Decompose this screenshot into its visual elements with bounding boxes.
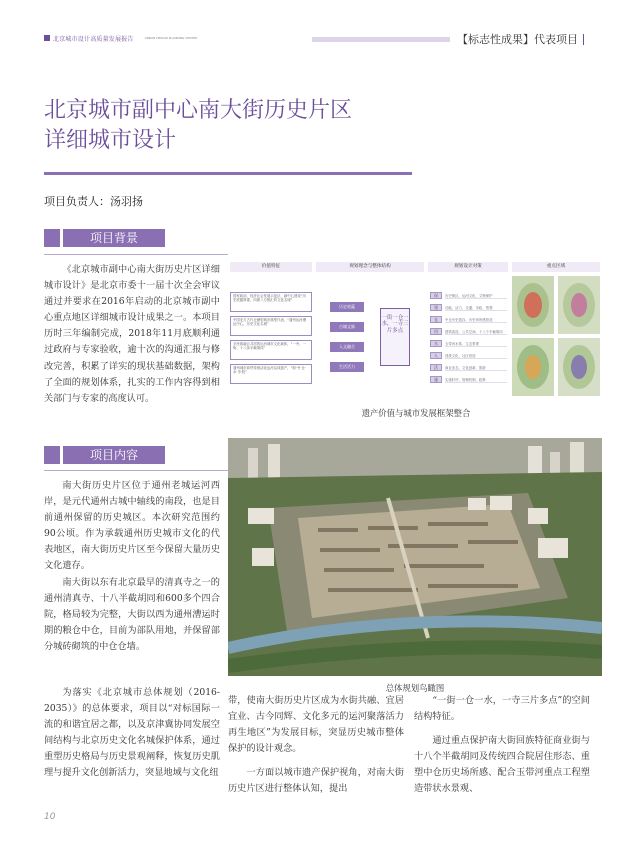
header-bar: [312, 37, 450, 42]
bottom-col-2a-text: 带，使南大街历史片区成为水街共融、宜居宜业、古今同辉、文化多元的运河聚落活力再生地区”为发展目标，突显历史城市整体保护的设计观念。: [228, 695, 404, 755]
strategy-row: 中仓历史遗存、历史场所感营造: [445, 317, 507, 323]
strategy-tag: 人: [430, 352, 442, 359]
strategy-row: 建筑改造、公共空间、十八个半截胡同: [445, 329, 507, 335]
section-tab: [44, 229, 60, 247]
bottom-col-3: [414, 693, 590, 798]
strategy-row: 回族文化、社区营造: [445, 353, 507, 359]
header-left-text: 北京城市设计高质量发展报告: [53, 35, 134, 43]
value-cell-4: 通州城市商贸传统活化运河沿线遗产，“街·寺·仓·水·市·院”: [230, 364, 312, 384]
value-cell-2: 中国北方古代仓储型城市典型代表，“通州运河漕运中心，历史文化名城”: [230, 316, 312, 336]
strategy-tag: 水: [430, 340, 442, 347]
title-rule: [44, 172, 412, 175]
strategy-row: 历史街区、运河文化、文物保护: [445, 293, 507, 299]
strategy-row: 实施时序、管理机制、政策: [445, 377, 507, 383]
running-header-left: [44, 33, 215, 43]
diagram-header-value: 价值特征: [230, 262, 312, 272]
bottom-col-1: [44, 685, 220, 782]
section-tab: [44, 446, 60, 464]
bottom-col-3b-text: 通过重点保护南大街回族特征商业街与十八个半截胡同及传统四合院居住形态、重塑中仓历史场所感、配合玉带河重点工程塑造带状水景观、: [414, 735, 590, 795]
strategy-tag: 建: [430, 304, 442, 311]
bottom-col-1-text: 为落实《北京城市总体规划（2016-2035）》的总体要求，项目以“对标国际一流的和谐宜居之都，以及京津冀协同发展空间结构与北京历史文化名城保护体系，通过重塑历史格局与历史景观阐释，恢复历史肌理与提升文化创新活力，突显地域与文化纽: [44, 687, 220, 779]
framework-diagram: [230, 262, 602, 400]
structure-box: 一街一仓一水，一寺三片多点: [380, 308, 410, 366]
header-right-divider: [583, 34, 584, 45]
strategy-tag: 活: [430, 364, 442, 371]
strategy-row: 商业业态、文化创新、旅游: [445, 365, 507, 371]
background-paragraph: [44, 262, 220, 407]
content-paragraphs: [44, 478, 220, 655]
concept-box-4: 生活活力: [330, 362, 364, 372]
diagram-header-strategy: 规划设计对策: [428, 262, 508, 272]
section-label-background: 项目背景: [63, 229, 165, 247]
strategy-tag: 施: [430, 376, 442, 383]
concept-box-3: 人文融合: [330, 342, 364, 352]
figure2-caption: 总体规划鸟瞰图: [385, 683, 445, 693]
strategy-tag: 仓: [430, 316, 442, 323]
value-cell-3: 多民族融合共居的运河城市文化载体，“一寺、一街、十八条半截胡同”: [230, 340, 312, 360]
section-heading-background: [44, 229, 165, 247]
article-title: [44, 96, 464, 156]
header-left-subtext: URBAN DESIGN PLANNING CENTER: [144, 36, 198, 40]
title-line-1: 北京城市副中心南大街历史片区: [44, 98, 353, 123]
header-square-icon: [44, 35, 50, 41]
concept-box-2: 古城文脉: [330, 322, 364, 332]
bottom-col-2: [228, 693, 404, 798]
header-right-text: 【标志性成果】代表项目: [457, 33, 578, 46]
diagram-header-concept: 规划理念与整体结构: [316, 262, 424, 272]
running-header-right: [457, 31, 584, 47]
page-number: 10: [44, 812, 56, 822]
title-line-2: 详细城市设计: [44, 128, 177, 153]
section-label-content: 项目内容: [63, 446, 165, 464]
value-cell-1: 国家政治、经济社会发展示范区，副中心建设“历史底蕴厚重，四面八方相汇的文化名城”: [230, 292, 312, 312]
concept-box-1: 历史底蕴: [330, 302, 364, 312]
bottom-col-3a-text: “一街一仓一水，一寺三片多点”的空间结构特征。: [414, 695, 590, 723]
section-underline: [44, 254, 228, 255]
section-heading-content: [44, 446, 165, 464]
content-paragraph-1: 南大街历史片区位于通州老城运河西岸，是元代通州古城中轴线的南段，也是目前通州保留的历史城区。本次研究范围约90公顷。作为承载通州历史城市文化的代表地区，南大街历史片区至今保留大量历史文化遗存。: [44, 480, 220, 572]
diagram-header-area: 重点区域: [512, 262, 600, 272]
strategy-tag: 保: [430, 292, 442, 299]
figure1-caption: 遗产价值与城市发展框架整合: [361, 408, 471, 418]
project-lead: 项目负责人：汤羽扬: [44, 195, 143, 208]
strategy-tag: 用: [430, 328, 442, 335]
content-paragraph-2: 南大街以东有北京最早的清真寺之一的通州清真寺、十八半截胡同和600多个四合院，格局较为完整，大街以西为通州漕运时期的粮仓中仓，目前为部队用地，并保留部分城砖砌筑的中仓仓墙。: [44, 576, 220, 652]
key-area-maps: [512, 276, 600, 396]
strategy-row: 玉带河水系、生态景观: [445, 341, 507, 347]
background-text: 《北京城市副中心南大街历史片区详细城市设计》是北京市委十一届十次全会审议通过并要求在2016年启动的北京城市副中心重点地区详细城市设计成果之一。本项目历时三年编制完成，2018年11月底顺利通过政府与专家验收，逾十次的沟通汇报与修改完善，积累了详实的现状基础数据，架构了全面的规划体系，扎实的工作内容得到相关部门与专家的高度认可。: [44, 264, 220, 404]
bottom-col-2b-text: 一方面以城市遗产保护视角，对南大街历史片区进行整体认知，提出: [228, 767, 404, 795]
strategy-row: 功能、活力、交通、市政、景观: [445, 305, 507, 311]
section-underline: [44, 470, 228, 471]
aerial-view-image: [228, 438, 602, 676]
